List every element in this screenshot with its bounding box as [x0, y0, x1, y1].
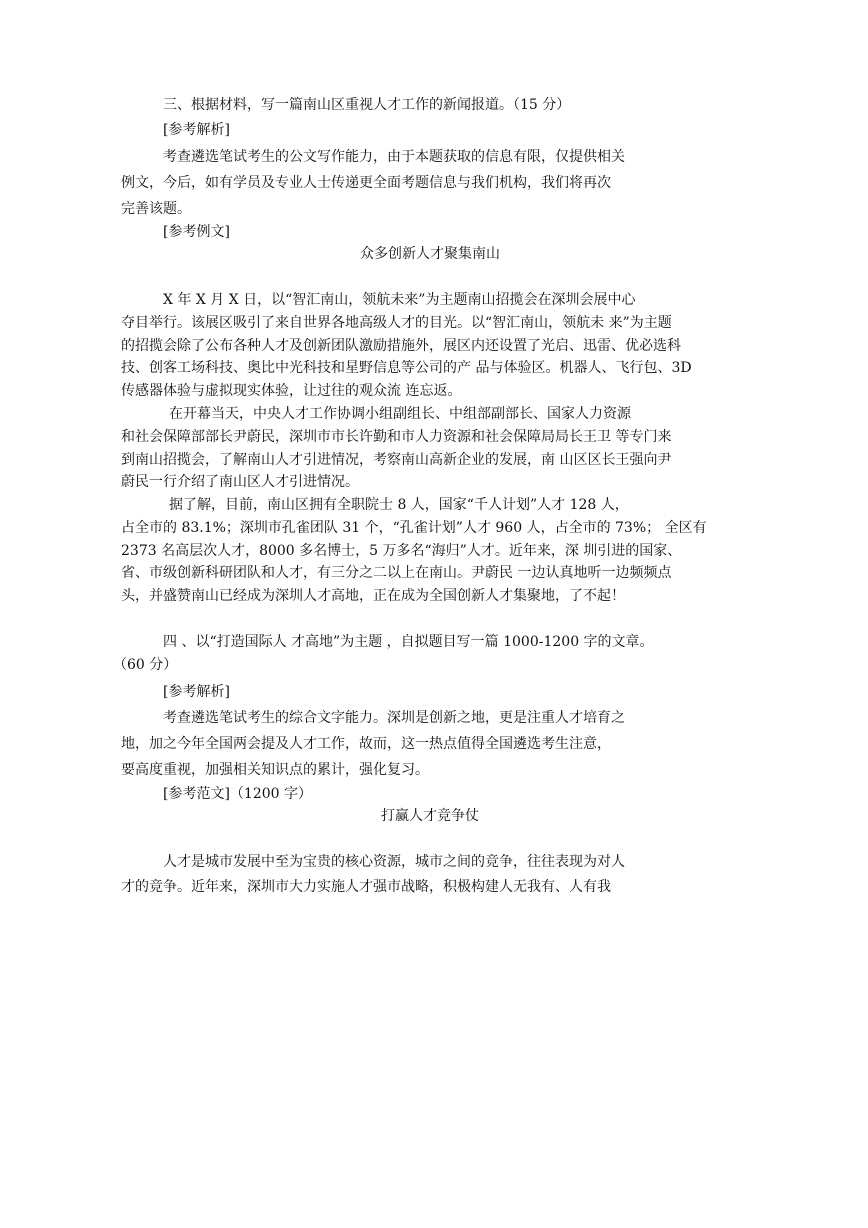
- q4-sample-label: [参考范文]（1200 字）: [163, 786, 313, 802]
- q3-paragraph-line: 夺目举行。该展区吸引了来自世界各地高级人才的目光。以“智汇南山，领航未 来”为主题: [121, 315, 672, 331]
- q3-paragraph-line: 的招揽会除了公布各种人才及创新团队激励措施外，展区内还设置了光启、迅雷、优必选科: [121, 338, 681, 354]
- question-4-heading: 四 、以“打造国际人 才高地”为主题 ，自拟题目写一篇 1000-1200 字的文章。: [163, 634, 654, 650]
- q3-paragraph-line: 头，并盛赞南山已经成为深圳人才高地，正在成为全国创新人才集聚地，了不起！: [121, 588, 625, 604]
- q4-sample-title: 打赢人才竞争仗: [381, 808, 479, 824]
- q3-paragraph-line: 传感器体验与虚拟现实体验，让过往的观众流 连忘返。: [121, 383, 462, 399]
- question-4-heading: （60 分）: [113, 657, 178, 673]
- q4-paragraph-line: 才的竞争。近年来，深圳市大力实施人才强市战略，积极构建人无我有、人有我: [121, 879, 611, 895]
- q3-paragraph-line: 和社会保障部部长尹蔚民，深圳市市长许勤和市人力资源和社会保障局局长王卫 等专门来: [121, 429, 672, 445]
- q3-analysis-label: [参考解析]: [163, 122, 230, 138]
- q3-analysis-line: 例文，今后，如有学员及专业人士传递更全面考题信息与我们机构，我们将再次: [121, 175, 611, 191]
- q4-analysis-line: 要高度重视，加强相关知识点的累计，强化复习。: [121, 762, 429, 778]
- q3-paragraph-line: 技、创客工场科技、奥比中光科技和星野信息等公司的产 品与体验区。机器人、飞行包、3D: [121, 360, 692, 376]
- q3-sample-title: 众多创新人才聚集南山: [360, 246, 500, 262]
- q4-analysis-label: [参考解析]: [163, 684, 230, 700]
- q3-paragraph-line: 省、市级创新科研团队和人才，有三分之二以上在南山。尹蔚民 一边认真地听一边频频点: [121, 565, 672, 581]
- q3-analysis-line: 考查遴选笔试考生的公文写作能力，由于本题获取的信息有限，仅提供相关: [163, 149, 625, 165]
- question-3-heading: 三、根据材料，写一篇南山区重视人才工作的新闻报道。（15 分）: [163, 97, 571, 113]
- q3-paragraph-line: 到南山招揽会，了解南山人才引进情况，考察南山高新企业的发展，南 山区区长王强向尹: [121, 452, 672, 468]
- q3-paragraph-line: 占全市的 83.1%；深圳市孔雀团队 31 个，“孔雀计划”人才 960 人，占全市的 73%； 全区有: [121, 520, 707, 536]
- q3-analysis-line: 完善该题。: [121, 201, 191, 217]
- q3-sample-label: [参考例文]: [163, 224, 230, 240]
- q4-paragraph-line: 人才是城市发展中至为宝贵的核心资源，城市之间的竞争，往往表现为对人: [163, 854, 625, 870]
- q3-paragraph-line: 在开幕当天，中央人才工作协调小组副组长、中组部副部长、国家人力资源: [169, 406, 631, 422]
- q4-analysis-line: 地，加之今年全国两会提及人才工作，故而，这一热点值得全国遴选考生注意，: [121, 736, 611, 752]
- q4-analysis-line: 考查遴选笔试考生的综合文字能力。深圳是创新之地，更是注重人才培育之: [163, 710, 625, 726]
- q3-paragraph-line: 2373 名高层次人才，8000 多名博士，5 万多名“海归”人才。近年来，深 圳引进的国家、: [121, 543, 682, 559]
- q3-paragraph-line: 蔚民一行介绍了南山区人才引进情况。: [121, 474, 359, 490]
- q3-paragraph-line: 据了解，目前，南山区拥有全职院士 8 人，国家“千人计划”人才 128 人，: [169, 497, 629, 513]
- q3-paragraph-line: X 年 X 月 X 日，以“智汇南山，领航未来”为主题南山招揽会在深圳会展中心: [163, 292, 636, 308]
